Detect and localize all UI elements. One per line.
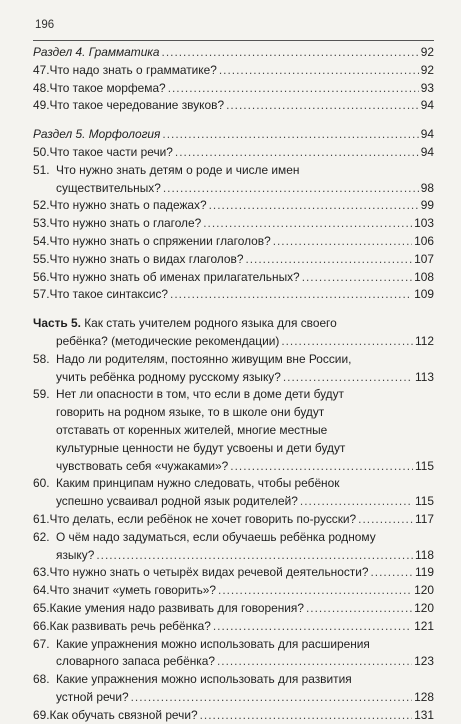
entry-title-line: языку? xyxy=(56,547,95,562)
entry-title-line: Что нужно знать о падежах? xyxy=(49,198,207,213)
entry-title-line: Что нужно знать о спряжении глаголов? xyxy=(49,233,271,248)
entry-title-line: Что такое синтаксис? xyxy=(49,287,169,302)
toc-entry xyxy=(33,80,434,98)
entry-page: 112 xyxy=(415,333,434,348)
entry-number: 61. xyxy=(33,511,50,526)
entry-page: 92 xyxy=(420,45,434,59)
toc-entry xyxy=(33,197,434,215)
dot-leader xyxy=(371,564,414,582)
entry-title-line: Что значит «уметь говорить»? xyxy=(49,583,217,598)
dot-leader xyxy=(217,653,412,671)
entry-title-line: Что нужно знать о глаголе? xyxy=(49,216,202,231)
entry-page: 121 xyxy=(414,618,434,633)
entry-title-line: Что надо знать о грамматике? xyxy=(49,62,217,77)
entry-title-line: существительных? xyxy=(56,180,161,195)
toc-section xyxy=(33,44,434,62)
entry-number: 58. xyxy=(33,351,50,366)
entry-title-line: отставать от коренных жителей, многие местные xyxy=(56,422,328,437)
entry-title-line: культурные ценности не будут усвоены и дети будут xyxy=(56,440,346,455)
entry-title-line: говорить на родном языке, то в школе они будут xyxy=(56,405,325,420)
part-label: Часть 5. xyxy=(33,316,81,331)
entry-number: 53. xyxy=(33,216,50,231)
entry-number: 51. xyxy=(33,162,50,177)
entry-title-line: Что делать, если ребёнок не хочет говорить по-русски? xyxy=(49,511,357,526)
entry-page: 98 xyxy=(420,180,434,195)
toc-entry xyxy=(33,529,434,565)
entry-number: 68. xyxy=(33,672,50,687)
dot-leader xyxy=(219,62,419,80)
entry-page: 108 xyxy=(414,269,434,284)
toc-entry xyxy=(33,233,434,251)
toc-section xyxy=(33,126,434,144)
section-gap xyxy=(33,304,434,315)
entry-title-line: О чём надо задуматься, если обучаешь ребёнка родному xyxy=(56,529,376,544)
entry-number: 55. xyxy=(33,251,50,266)
entry-title-line: Как стать учителем родного языка для своего xyxy=(84,316,337,331)
entry-number: 50. xyxy=(33,144,50,159)
entry-number: 66. xyxy=(33,618,50,633)
toc-entry xyxy=(33,636,434,672)
entry-page: 120 xyxy=(414,600,434,615)
toc-entry xyxy=(33,511,434,529)
entry-page: 131 xyxy=(414,707,434,722)
toc-entry xyxy=(33,269,434,287)
page-number: 196 xyxy=(35,19,55,31)
dot-leader xyxy=(170,286,412,304)
dot-leader xyxy=(302,269,412,287)
entry-page: 107 xyxy=(414,251,434,266)
entry-page: 120 xyxy=(414,583,434,598)
entry-page: 94 xyxy=(420,144,434,159)
toc-entry xyxy=(33,215,434,233)
entry-title-line: Что такое чередование звуков? xyxy=(49,98,225,113)
entry-title-line: Что нужно знать детям о роде и числе имен xyxy=(56,162,300,177)
dot-leader xyxy=(162,44,419,62)
dot-leader xyxy=(306,600,412,618)
entry-title-line: Какие упражнения можно использовать для расширения xyxy=(56,636,370,651)
dot-leader xyxy=(163,180,419,198)
entry-page: 113 xyxy=(415,369,434,384)
dot-leader xyxy=(273,233,412,251)
entry-title-line: устной речи? xyxy=(56,689,129,704)
entry-page: 109 xyxy=(414,287,434,302)
entry-title-line: Каким принципам нужно следовать, чтобы ребёнок xyxy=(56,476,340,491)
toc-entry xyxy=(33,671,434,707)
entry-number: 48. xyxy=(33,80,50,95)
entry-number: 69. xyxy=(33,707,50,722)
dot-leader xyxy=(213,618,412,636)
dot-leader xyxy=(131,689,413,707)
entry-number: 52. xyxy=(33,198,50,213)
entry-number: 56. xyxy=(33,269,50,284)
entry-title-line: Надо ли родителям, постоянно живущим вне России, xyxy=(56,351,352,366)
toc-entry xyxy=(33,351,434,387)
entry-number: 57. xyxy=(33,287,50,302)
toc-part xyxy=(33,315,434,351)
entry-page: 93 xyxy=(420,80,434,95)
dot-leader xyxy=(162,126,418,144)
section-gap xyxy=(33,115,434,126)
dot-leader xyxy=(230,458,413,476)
entry-title-line: Какие умения надо развивать для говорения? xyxy=(49,600,304,615)
toc-entry xyxy=(33,97,434,115)
entry-title-line: Какие упражнения можно использовать для развития xyxy=(56,672,352,687)
dot-leader xyxy=(358,511,413,529)
entry-number: 60. xyxy=(33,476,50,491)
dot-leader xyxy=(175,144,419,162)
dot-leader xyxy=(300,493,413,511)
entry-title-line: Что нужно знать о видах глаголов? xyxy=(49,251,244,266)
entry-page: 94 xyxy=(420,98,434,113)
dot-leader xyxy=(168,80,419,98)
entry-number: 64. xyxy=(33,583,50,598)
entry-page: 123 xyxy=(414,654,434,669)
entry-title-line: Как обучать связной речи? xyxy=(49,707,198,722)
entry-number: 62. xyxy=(33,529,50,544)
entry-number: 65. xyxy=(33,600,50,615)
entry-number: 59. xyxy=(33,387,50,402)
toc-entry xyxy=(33,582,434,600)
toc-entry xyxy=(33,386,434,475)
toc-entry xyxy=(33,286,434,304)
entry-page: 117 xyxy=(415,511,434,526)
toc-entry xyxy=(33,144,434,162)
entry-title-line: словарного запаса ребёнка? xyxy=(56,654,215,669)
header-rule xyxy=(33,40,434,41)
entry-number: 47. xyxy=(33,62,50,77)
entry-number: 67. xyxy=(33,636,50,651)
dot-leader xyxy=(218,582,412,600)
entry-number: 49. xyxy=(33,98,50,113)
dot-leader xyxy=(245,251,412,269)
entry-page: 115 xyxy=(415,494,434,509)
entry-title-line: Что нужно знать об именах прилагательных? xyxy=(49,269,300,284)
entry-page: 118 xyxy=(415,547,434,562)
entry-title-line: успешно усваивал родной язык родителей? xyxy=(56,494,298,509)
entry-title-line: Нет ли опасности в том, что если в доме дети будут xyxy=(56,387,344,402)
toc-entry xyxy=(33,475,434,511)
entry-title-line: Раздел 4. Грамматика xyxy=(33,45,160,59)
dot-leader xyxy=(283,369,413,387)
dot-leader xyxy=(200,707,413,724)
dot-leader xyxy=(226,97,419,115)
entry-page: 115 xyxy=(415,458,434,473)
entry-title-line: Что такое части речи? xyxy=(49,144,173,159)
entry-page: 103 xyxy=(414,216,434,231)
toc-entry xyxy=(33,251,434,269)
entry-title-line: Раздел 5. Морфология xyxy=(33,127,161,142)
toc-entry xyxy=(33,600,434,618)
entry-title-line: учить ребёнка родному русскому языку? xyxy=(56,369,281,384)
entry-page: 99 xyxy=(420,198,434,213)
entry-title-line: Что нужно знать о четырёх видах речевой деятельности? xyxy=(49,565,369,580)
toc-entry xyxy=(33,707,434,724)
entry-title-line: Как развивать речь ребёнка? xyxy=(49,618,211,633)
entry-title-line: Что такое морфема? xyxy=(49,80,166,95)
toc-entry xyxy=(33,62,434,80)
toc-entry xyxy=(33,618,434,636)
entry-number: 54. xyxy=(33,233,50,248)
entry-page: 128 xyxy=(414,689,434,704)
dot-leader xyxy=(203,215,412,233)
entry-page: 119 xyxy=(415,565,434,580)
table-of-contents xyxy=(33,44,434,724)
dot-leader xyxy=(209,197,419,215)
entry-number: 63. xyxy=(33,565,50,580)
entry-page: 94 xyxy=(420,127,434,142)
entry-title-line: ребёнка? (методические рекомендации) xyxy=(56,333,280,348)
toc-entry xyxy=(33,564,434,582)
dot-leader xyxy=(281,333,413,351)
entry-title-line: чувствовать себя «чужаками»? xyxy=(56,458,229,473)
toc-entry xyxy=(33,162,434,198)
entry-page: 106 xyxy=(414,233,434,248)
entry-page: 92 xyxy=(420,62,434,77)
dot-leader xyxy=(96,547,413,565)
